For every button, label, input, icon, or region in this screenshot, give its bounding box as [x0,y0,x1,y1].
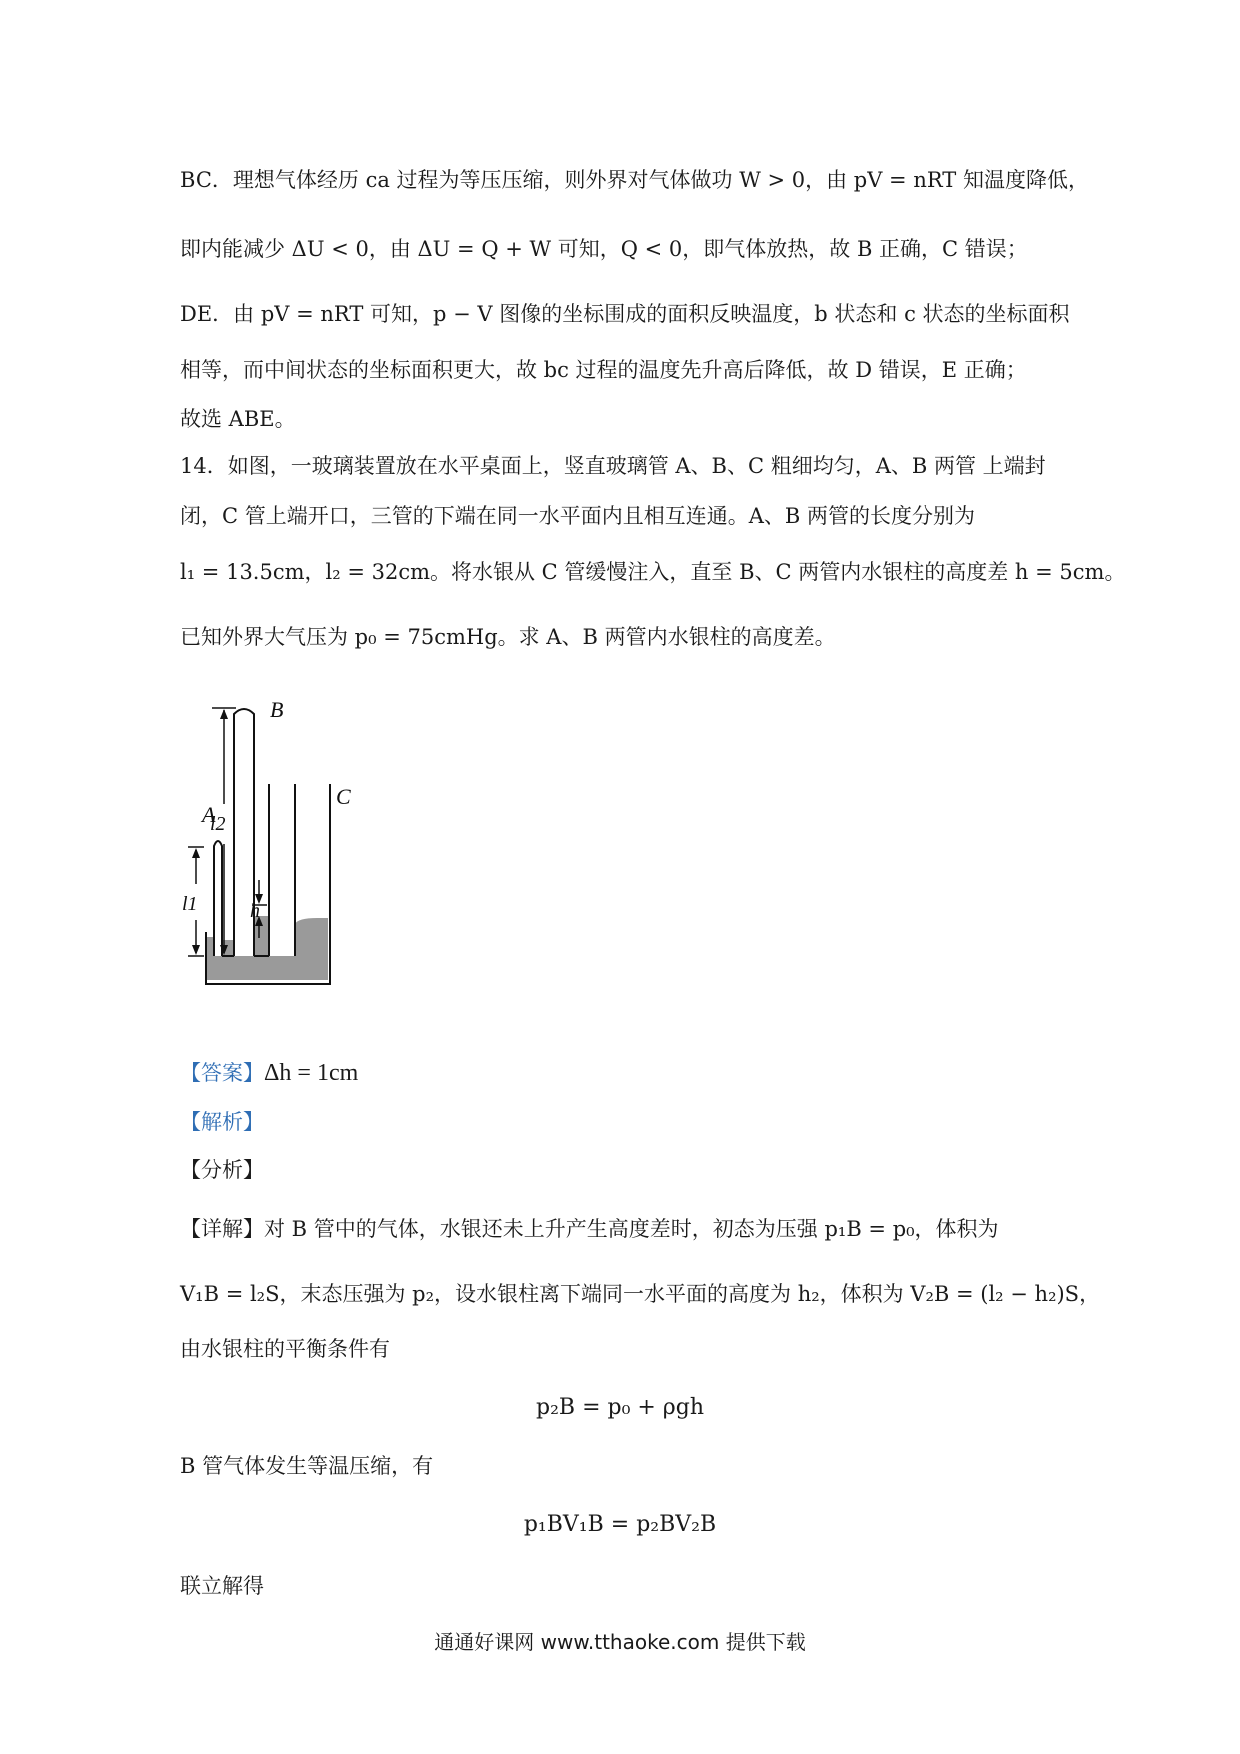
question-14-line-2: 闭，C 管上端开口，三管的下端在同一水平面内且相互连通。A、B 两管的长度分别为 [180,504,976,528]
analysis-tag: 【解析】 [180,1110,264,1134]
detail-line-1: 【详解】对 B 管中的气体，水银还未上升产生高度差时，初态为压强 p₁B = p₀，体积为 [180,1217,999,1241]
label-tube-a: A [202,802,216,827]
page-footer: 通通好课网 www.tthaoke.com 提供下载 [434,1630,806,1654]
fenxi-heading: 【分析】 [180,1158,264,1182]
detail-line-4: B 管气体发生等温压缩，有 [180,1454,434,1478]
equation-balance: p₂B = p₀ + ρgh [536,1395,704,1420]
tube-a [214,841,222,956]
label-l2: l2 [210,813,226,835]
text-line-temperature: 相等，而中间状态的坐标面积更大，故 bc 过程的温度先升高后降低，故 D 错误，E 正确； [180,358,1027,382]
label-h: h [250,900,260,922]
detail-line-2: V₁B = l₂S，末态压强为 p₂，设水银柱离下端同一水平面的高度为 h₂，体积为 V₂B = (l₂ − h₂)S， [180,1282,1101,1306]
tube-diagram [178,672,378,1002]
label-l1: l1 [182,893,198,915]
label-tube-b: B [270,697,284,722]
text-line-choice: 故选 ABE。 [180,407,296,431]
label-tube-c: C [336,784,351,809]
detail-line-3: 由水银柱的平衡条件有 [180,1337,390,1361]
text-line-internal-energy: 即内能减少 ΔU < 0，由 ΔU = Q + W 可知，Q < 0，即气体放热，故 B 正确，C 错误； [180,237,1028,261]
question-14-line-4: 已知外界大气压为 p₀ = 75cmHg。求 A、B 两管内水银柱的高度差。 [180,625,836,649]
answer-tag: 【答案】 [180,1061,264,1085]
question-14-line-3: l₁ = 13.5cm，l₂ = 32cm。将水银从 C 管缓慢注入，直至 B、C 两管内水银柱的高度差 h = 5cm。 [180,560,1126,584]
answer-value: Δh = 1cm [264,1060,359,1086]
question-14-line-1: 14．如图，一玻璃装置放在水平桌面上，竖直玻璃管 A、B、C 粗细均匀，A、B 两管 上端封 [180,454,1046,478]
answer-line [180,1058,1080,1088]
equation-isothermal: p₁BV₁B = p₂BV₂B [523,1512,717,1537]
text-line-bc: BC．理想气体经历 ca 过程为等压压缩，则外界对气体做功 W > 0，由 pV = nRT 知温度降低， [180,168,1089,192]
detail-line-5: 联立解得 [180,1574,264,1598]
text-line-de: DE．由 pV = nRT 可知，p − V 图像的坐标围成的面积反映温度，b 状态和 c 状态的坐标面积 [180,302,1070,326]
